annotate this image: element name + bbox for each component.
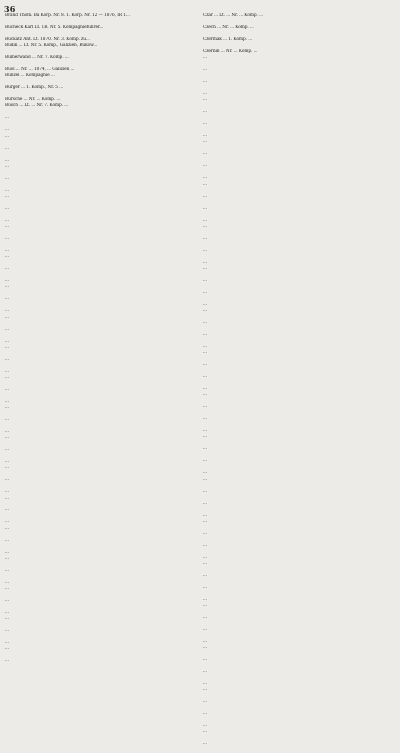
register-entry: ... xyxy=(203,554,207,560)
register-entry: ... xyxy=(5,405,9,411)
register-entry: ... xyxy=(203,699,207,705)
register-entry: ... xyxy=(203,301,207,307)
register-entry: ... xyxy=(203,500,207,506)
register-entry: ... xyxy=(5,579,9,585)
register-entry: ... xyxy=(203,55,207,61)
register-entry: ... xyxy=(203,687,207,693)
register-entry: ... xyxy=(5,646,9,652)
register-entry: ... xyxy=(5,597,9,603)
register-entry: ... xyxy=(203,476,207,482)
register-entry: ... xyxy=(203,307,207,313)
register-entry: ... xyxy=(203,584,207,590)
register-entry: Burger ... 1. Komp., Nr. 5 ... xyxy=(5,85,64,91)
register-entry: Bursche ... Nr. ... Komp. ... xyxy=(5,97,61,103)
register-entry: ... xyxy=(203,121,207,127)
register-entry: ... xyxy=(5,163,9,169)
register-entry: Bumerwand ... Nr. 7. Komp. ... xyxy=(5,55,69,61)
register-entry: ... xyxy=(203,723,207,729)
register-entry: ... xyxy=(203,362,207,368)
register-entry: ... xyxy=(203,343,207,349)
right-column xyxy=(203,13,395,753)
register-entry: ... xyxy=(5,417,9,423)
register-entry: ... xyxy=(5,175,9,181)
register-entry: ... xyxy=(203,458,207,464)
register-entry: ... xyxy=(5,187,9,193)
register-entry: ... xyxy=(5,658,9,664)
register-entry: ... xyxy=(5,507,9,513)
register-entry: ... xyxy=(5,537,9,543)
register-entry: ... xyxy=(5,567,9,573)
register-entry: ... xyxy=(203,139,207,145)
register-entry: ... xyxy=(203,259,207,265)
register-entry: ... xyxy=(203,319,207,325)
register-entry: ... xyxy=(203,392,207,398)
register-entry: ... xyxy=(203,289,207,295)
register-entry: ... xyxy=(5,477,9,483)
register-entry: ... xyxy=(5,616,9,622)
register-entry: ... xyxy=(5,127,9,133)
register-entry: ... xyxy=(5,314,9,320)
register-entry: ... xyxy=(203,277,207,283)
register-entry: ... xyxy=(203,681,207,687)
register-entry: ... xyxy=(203,374,207,380)
register-entry: ... xyxy=(5,296,9,302)
register-entry: ... xyxy=(5,585,9,591)
register-entry: ... xyxy=(203,175,207,181)
register-entry: ... xyxy=(5,248,9,254)
register-entry: Brand Thom. Ba Korp. Nr. 8. 1. Korp. Nr. 12 — 1876, IR 1... xyxy=(5,13,130,18)
register-entry: ... xyxy=(5,356,9,362)
register-entry: ... xyxy=(203,741,207,747)
register-entry: ... xyxy=(203,657,207,663)
register-entry: ... xyxy=(5,628,9,634)
left-column xyxy=(5,13,197,670)
register-entry: ... xyxy=(5,224,9,230)
register-entry: ... xyxy=(5,609,9,615)
register-entry: Buol ... Nr. ... 1874, ... Galizien ... xyxy=(5,67,75,73)
register-entry: ... xyxy=(5,266,9,272)
register-entry: ... xyxy=(5,278,9,284)
register-entry: ... xyxy=(203,350,207,356)
register-entry: ... xyxy=(5,145,9,151)
register-entry: Buckatz Ant. Lt. 1870. Nr. 3. Komp. zu... xyxy=(5,36,90,42)
register-entry: ... xyxy=(5,447,9,453)
register-entry: Czermak ... 1. Komp. ... xyxy=(203,36,253,42)
register-entry: ... xyxy=(5,374,9,380)
register-entry: ... xyxy=(5,489,9,495)
register-entry: Bucheck Karl Lt. 1B. Nr. 5. Kompagnieführer... xyxy=(5,24,104,30)
register-entry: ... xyxy=(5,236,9,242)
register-entry: Czech ... Nr. ... Komp. ... xyxy=(203,24,254,30)
register-entry: ... xyxy=(203,163,207,169)
register-entry: ... xyxy=(203,193,207,199)
register-entry: ... xyxy=(203,512,207,518)
register-entry: ... xyxy=(203,626,207,632)
register-entry: ... xyxy=(203,217,207,223)
register-entry: ... xyxy=(203,518,207,524)
register-entry: ... xyxy=(203,133,207,139)
register-entry: ... xyxy=(5,368,9,374)
register-entry: ... xyxy=(203,488,207,494)
register-entry: ... xyxy=(203,97,207,103)
register-entry: ... xyxy=(203,711,207,717)
register-entry: ... xyxy=(5,459,9,465)
register-entry: ... xyxy=(203,614,207,620)
register-entry: ... xyxy=(203,181,207,187)
register-entry: ... xyxy=(203,645,207,651)
register-entry: ... xyxy=(203,67,207,73)
register-entry: Bunzel ... Kompagnie ... xyxy=(5,73,55,79)
register-entry: ... xyxy=(5,429,9,434)
register-entry: ... xyxy=(5,205,9,211)
register-entry: ... xyxy=(5,217,9,223)
register-entry: ... xyxy=(203,386,207,392)
register-entry: ... xyxy=(203,530,207,536)
register-entry: Budik ... Lt. Nr. 5. Komp., Galizien, Bukow... xyxy=(5,43,98,49)
register-entry: ... xyxy=(5,133,9,139)
register-entry: ... xyxy=(203,416,207,422)
register-entry: ... xyxy=(203,602,207,608)
register-entry: ... xyxy=(203,446,207,452)
register-entry: ... xyxy=(203,247,207,253)
register-entry: Czernin ... Nr. ... Komp. ... xyxy=(203,48,258,54)
register-entry: ... xyxy=(5,115,9,121)
register-entry: ... xyxy=(203,109,207,115)
register-entry: ... xyxy=(203,572,207,578)
register-entry: ... xyxy=(203,560,207,566)
register-entry: ... xyxy=(203,205,207,211)
register-entry: ... xyxy=(5,386,9,392)
register-entry: ... xyxy=(5,398,9,404)
register-entry: ... xyxy=(5,549,9,555)
register-entry: ... xyxy=(203,434,207,440)
register-entry: ... xyxy=(203,223,207,229)
register-entry: ... xyxy=(5,338,9,344)
register-entry: ... xyxy=(203,470,207,476)
register-entry: ... xyxy=(5,465,9,471)
register-entry: ... xyxy=(5,525,9,531)
register-entry: ... xyxy=(203,151,207,157)
register-entry: ... xyxy=(5,519,9,525)
register-entry: ... xyxy=(5,435,9,441)
register-entry: ... xyxy=(5,326,9,332)
register-entry: ... xyxy=(203,79,207,85)
register-entry: ... xyxy=(5,193,9,199)
register-entry: ... xyxy=(203,404,207,410)
register-entry: ... xyxy=(5,495,9,501)
register-entry: ... xyxy=(5,308,9,314)
register-entry: ... xyxy=(203,669,207,675)
register-entry: ... xyxy=(5,555,9,561)
register-entry: ... xyxy=(203,729,207,735)
register-entry: ... xyxy=(203,265,207,271)
page-number: 36 xyxy=(4,4,16,14)
register-entry: ... xyxy=(203,91,207,97)
register-entry: ... xyxy=(5,254,9,260)
register-entry: ... xyxy=(203,428,207,434)
register-entry: ... xyxy=(203,638,207,644)
register-entry: ... xyxy=(203,542,207,548)
register-entry: ... xyxy=(5,284,9,290)
register-entry: Busch ... Lt. ... Nr. 7. Komp. ... xyxy=(5,103,69,109)
register-entry: ... xyxy=(203,331,207,337)
register-entry: ... xyxy=(5,344,9,350)
register-entry: ... xyxy=(203,235,207,241)
register-entry: ... xyxy=(203,596,207,602)
register-entry: ... xyxy=(5,157,9,163)
register-entry: Czar ... Lt. ... Nr. ... Komp. ... xyxy=(203,13,263,18)
register-entry: ... xyxy=(5,640,9,646)
